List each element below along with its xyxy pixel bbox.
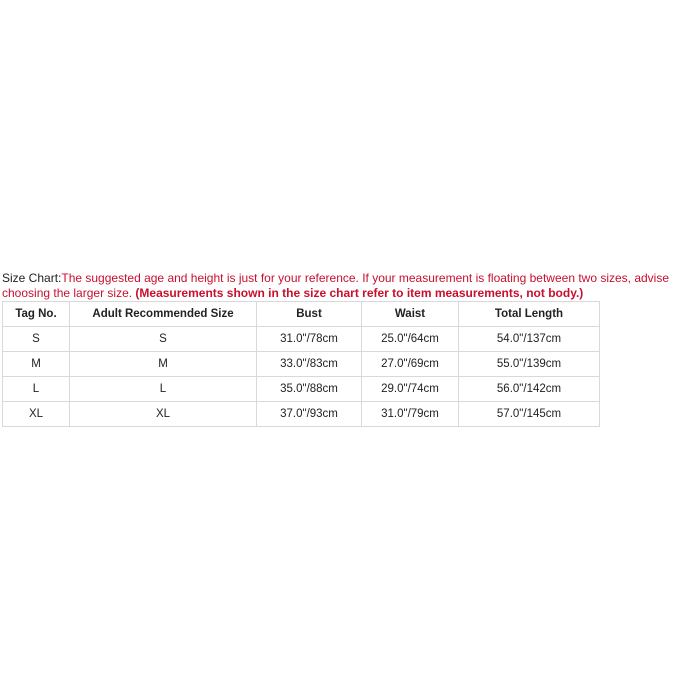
size-chart-label: Size Chart: [2,271,62,285]
table-row [3,402,600,427]
cell-tag-no: S [3,327,70,352]
cell-adult-recommended-size: M [70,352,257,377]
column-header-tag-no: Tag No. [3,302,70,327]
cell-adult-recommended-size: XL [70,402,257,427]
cell-tag-no: M [3,352,70,377]
cell-tag-no: XL [3,402,70,427]
size-table [2,301,600,427]
column-header-bust: Bust [257,302,362,327]
cell-waist: 25.0"/64cm [362,327,459,352]
cell-bust: 35.0"/88cm [257,377,362,402]
cell-total-length: 57.0"/145cm [459,402,600,427]
size-chart [2,271,698,427]
table-row [3,327,600,352]
size-chart-emphasis: (Measurements shown in the size chart refer to item measurements, not body.) [135,286,584,300]
table-row [3,352,600,377]
cell-total-length: 54.0"/137cm [459,327,600,352]
cell-tag-no: L [3,377,70,402]
size-chart-intro [2,271,698,301]
cell-waist: 27.0"/69cm [362,352,459,377]
cell-total-length: 55.0"/139cm [459,352,600,377]
table-header-row [3,302,600,327]
cell-waist: 29.0"/74cm [362,377,459,402]
table-row [3,377,600,402]
column-header-waist: Waist [362,302,459,327]
column-header-total-length: Total Length [459,302,600,327]
size-chart-notice: The suggested age and height is just for your reference. If your measurement is floating between two sizes, advise choosing the larger size. [2,271,670,300]
cell-bust: 33.0"/83cm [257,352,362,377]
cell-total-length: 56.0"/142cm [459,377,600,402]
cell-adult-recommended-size: L [70,377,257,402]
column-header-adult-recommended-size: Adult Recommended Size [70,302,257,327]
cell-bust: 31.0"/78cm [257,327,362,352]
cell-adult-recommended-size: S [70,327,257,352]
cell-bust: 37.0"/93cm [257,402,362,427]
cell-waist: 31.0"/79cm [362,402,459,427]
